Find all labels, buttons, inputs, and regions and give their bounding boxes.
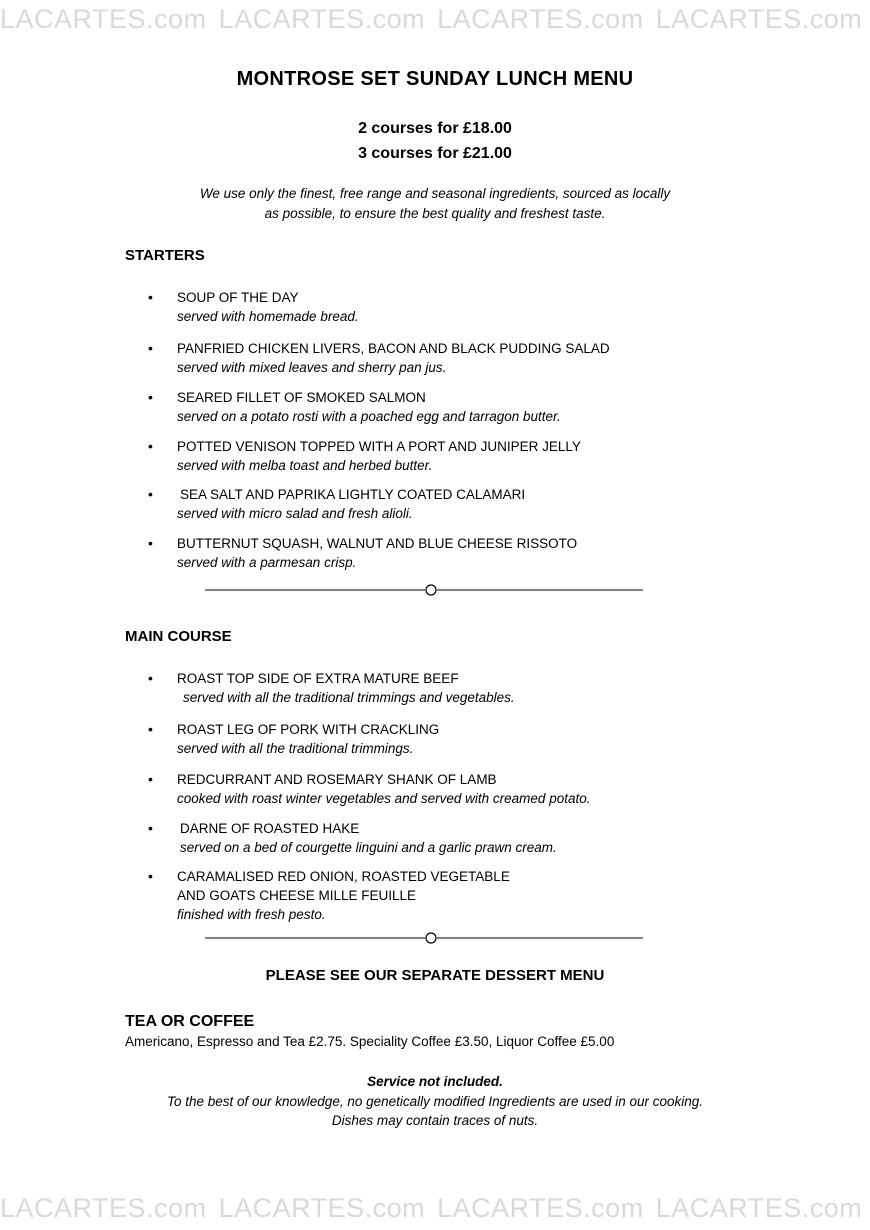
bullet-icon: • — [148, 721, 153, 737]
main-course-heading: MAIN COURSE — [125, 628, 232, 645]
bullet-icon: • — [148, 820, 153, 836]
bullet-icon: • — [148, 289, 153, 305]
bullet-icon: • — [148, 868, 153, 884]
main-desc: served with all the traditional trimmings. — [177, 741, 414, 756]
intro-text — [0, 184, 870, 223]
bullet-icon: • — [148, 389, 153, 405]
starter-desc: served with a parmesan crisp. — [177, 555, 357, 570]
main-name-line-2: AND GOATS CHEESE MILLE FEUILLE — [177, 888, 417, 903]
starter-item — [148, 485, 788, 523]
bullet-icon: • — [148, 535, 153, 551]
starter-item — [148, 534, 788, 572]
starter-name: PANFRIED CHICKEN LIVERS, BACON AND BLACK PUDDING SALAD — [177, 341, 610, 356]
service-note: Service not included. — [367, 1074, 503, 1089]
main-desc: finished with fresh pesto. — [177, 907, 326, 922]
price-two-courses: 2 courses for £18.00 — [358, 120, 512, 137]
starter-name: POTTED VENISON TOPPED WITH A PORT AND JUNIPER JELLY — [177, 439, 581, 454]
starter-name: SEARED FILLET OF SMOKED SALMON — [177, 390, 426, 405]
main-item — [148, 770, 788, 808]
section-divider — [205, 584, 643, 596]
bullet-icon: • — [148, 340, 153, 356]
gm-note: To the best of our knowledge, no genetically modified Ingredients are used in our cooking. — [166, 1094, 704, 1109]
main-name: ROAST LEG OF PORK WITH CRACKLING — [177, 722, 440, 737]
bullet-icon: • — [148, 486, 153, 502]
starter-desc: served with mixed leaves and sherry pan jus. — [177, 360, 447, 375]
bullet-icon: • — [148, 771, 153, 787]
starter-item — [148, 339, 788, 377]
main-item — [148, 819, 788, 857]
section-divider — [205, 932, 643, 944]
starter-desc: served with micro salad and fresh alioli. — [177, 506, 413, 521]
starter-desc: served with homemade bread. — [177, 309, 359, 324]
starter-name: BUTTERNUT SQUASH, WALNUT AND BLUE CHEESE RISSOTO — [177, 536, 578, 551]
main-item — [148, 720, 788, 758]
starter-name: SEA SALT AND PAPRIKA LIGHTLY COATED CALAMARI — [180, 487, 526, 502]
main-desc: served with all the traditional trimmings and vegetables. — [183, 690, 515, 705]
starter-desc: served on a potato rosti with a poached egg and tarragon butter. — [177, 409, 561, 424]
bullet-icon: • — [148, 438, 153, 454]
starters-heading: STARTERS — [125, 247, 205, 264]
main-name: ROAST TOP SIDE OF EXTRA MATURE BEEF — [177, 671, 459, 686]
dessert-menu-note: PLEASE SEE OUR SEPARATE DESSERT MENU — [265, 967, 605, 984]
starter-name: SOUP OF THE DAY — [177, 290, 299, 305]
watermark-bottom: LACARTES.com LACARTES.com LACARTES.com LACARTES.com — [0, 1193, 863, 1223]
starter-desc: served with melba toast and herbed butter. — [177, 458, 433, 473]
price-three-courses: 3 courses for £21.00 — [358, 145, 512, 162]
main-desc: served on a bed of courgette linguini and a garlic prawn cream. — [180, 840, 557, 855]
starter-item — [148, 288, 788, 326]
main-name: CARAMALISED RED ONION, ROASTED VEGETABLE — [177, 869, 510, 884]
main-item — [148, 669, 788, 707]
starter-item — [148, 388, 788, 426]
main-name: DARNE OF ROASTED HAKE — [180, 821, 360, 836]
intro-line-1: We use only the finest, free range and seasonal ingredients, sourced as locally — [199, 186, 671, 201]
bullet-icon: • — [148, 670, 153, 686]
main-desc: cooked with roast winter vegetables and served with creamed potato. — [177, 791, 591, 806]
tea-coffee-prices: Americano, Espresso and Tea £2.75. Speciality Coffee £3.50, Liquor Coffee £5.00 — [125, 1034, 615, 1049]
main-item — [148, 867, 788, 924]
tea-coffee-heading: TEA OR COFFEE — [125, 1013, 255, 1030]
nuts-note: Dishes may contain traces of nuts. — [331, 1113, 539, 1128]
watermark-top: LACARTES.com LACARTES.com LACARTES.com LACARTES.com — [0, 4, 863, 34]
main-name: REDCURRANT AND ROSEMARY SHANK OF LAMB — [177, 772, 497, 787]
menu-title: MONTROSE SET SUNDAY LUNCH MENU — [236, 68, 634, 90]
intro-line-2: as possible, to ensure the best quality and freshest taste. — [264, 205, 606, 221]
starter-item — [148, 437, 788, 475]
